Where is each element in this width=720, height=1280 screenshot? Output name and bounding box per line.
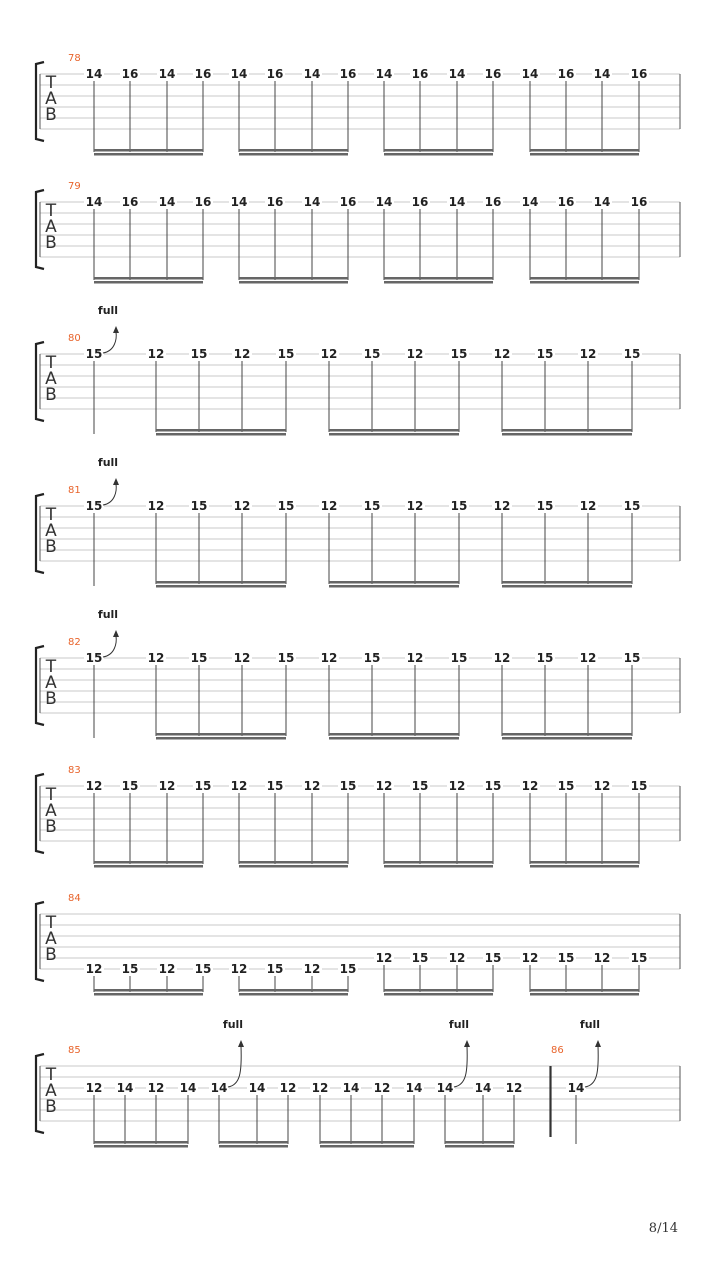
tab-clef-letter: B [45, 105, 57, 125]
fret-number: 14 [474, 1081, 492, 1095]
fret-number: 14 [85, 195, 103, 209]
beam [445, 1141, 514, 1144]
beam [94, 277, 203, 280]
fret-number: 15 [623, 651, 641, 665]
fret-number: 15 [121, 962, 139, 976]
measure-number: 83 [68, 765, 81, 776]
fret-number: 12 [303, 962, 321, 976]
beam [384, 993, 493, 996]
beam [530, 149, 639, 152]
fret-number: 12 [85, 1081, 103, 1095]
fret-number: 14 [521, 195, 539, 209]
fret-number: 12 [521, 779, 539, 793]
beam [502, 429, 632, 432]
fret-number: 12 [493, 347, 511, 361]
beam [156, 581, 286, 584]
measure-number: 80 [68, 333, 81, 344]
fret-number: 16 [484, 67, 502, 81]
tab-clef-letter: T [45, 353, 57, 373]
bend-label: full [97, 608, 119, 621]
fret-number: 16 [630, 195, 648, 209]
beam [94, 1141, 188, 1144]
fret-number: 15 [190, 499, 208, 513]
measure-number: 81 [68, 485, 81, 496]
fret-number: 16 [121, 195, 139, 209]
fret-number: 12 [230, 779, 248, 793]
tab-clef-letter: B [45, 537, 57, 557]
fret-number: 15 [484, 951, 502, 965]
fret-number: 15 [121, 779, 139, 793]
beam [94, 993, 203, 996]
beam [530, 989, 639, 992]
fret-number: 12 [230, 962, 248, 976]
fret-number: 14 [116, 1081, 134, 1095]
tab-clef-letter: A [45, 801, 57, 821]
fret-number: 14 [303, 195, 321, 209]
beam [239, 989, 348, 992]
fret-number: 15 [194, 779, 212, 793]
beam [320, 1145, 414, 1148]
fret-number: 14 [436, 1081, 454, 1095]
fret-number: 15 [277, 499, 295, 513]
beam [239, 153, 348, 156]
fret-number: 15 [85, 499, 103, 513]
tab-system [36, 893, 680, 996]
tab-clef-letter: T [45, 201, 57, 221]
tab-clef-letter: B [45, 1097, 57, 1117]
beam [445, 1145, 514, 1148]
fret-number: 12 [375, 951, 393, 965]
tab-clef-letter: B [45, 817, 57, 837]
bend-label: full [448, 1018, 470, 1031]
fret-number: 12 [579, 651, 597, 665]
fret-number: 12 [579, 347, 597, 361]
fret-number: 12 [406, 347, 424, 361]
beam [530, 281, 639, 284]
beam [530, 153, 639, 156]
beam [156, 733, 286, 736]
beam [384, 149, 493, 152]
beam [530, 861, 639, 864]
fret-number: 15 [536, 347, 554, 361]
fret-number: 16 [557, 195, 575, 209]
tab-clef-letter: A [45, 673, 57, 693]
fret-number: 12 [505, 1081, 523, 1095]
fret-number: 12 [593, 779, 611, 793]
bend-arrowhead [595, 1040, 601, 1047]
fret-number: 16 [339, 195, 357, 209]
beam [239, 861, 348, 864]
fret-number: 15 [190, 347, 208, 361]
fret-number: 12 [147, 651, 165, 665]
fret-number: 14 [448, 195, 466, 209]
fret-number: 12 [158, 779, 176, 793]
tab-system [36, 304, 680, 436]
beam [502, 585, 632, 588]
fret-number: 15 [623, 499, 641, 513]
fret-number: 14 [210, 1081, 228, 1095]
fret-number: 15 [630, 779, 648, 793]
tab-clef-letter: T [45, 657, 57, 677]
fret-number: 15 [266, 962, 284, 976]
fret-number: 16 [484, 195, 502, 209]
tab-clef-letter: A [45, 369, 57, 389]
fret-number: 12 [448, 779, 466, 793]
beam [156, 429, 286, 432]
measure-number: 82 [68, 637, 81, 648]
tab-system [36, 765, 680, 868]
beam [384, 277, 493, 280]
fret-number: 14 [567, 1081, 585, 1095]
fret-number: 14 [85, 67, 103, 81]
fret-number: 14 [593, 195, 611, 209]
tab-clef-letter: T [45, 785, 57, 805]
fret-number: 15 [630, 951, 648, 965]
bend-arrowhead [113, 326, 119, 333]
beam [502, 733, 632, 736]
fret-number: 12 [147, 347, 165, 361]
fret-number: 15 [85, 347, 103, 361]
fret-number: 12 [320, 347, 338, 361]
beam [239, 149, 348, 152]
fret-number: 14 [521, 67, 539, 81]
beam [384, 153, 493, 156]
tab-system [36, 456, 680, 588]
fret-number: 16 [339, 67, 357, 81]
fret-number: 12 [593, 951, 611, 965]
tab-system [36, 608, 680, 740]
bend-arrowhead [464, 1040, 470, 1047]
fret-number: 15 [363, 499, 381, 513]
tab-clef-letter: T [45, 73, 57, 93]
tab-clef-letter: B [45, 945, 57, 965]
fret-number: 12 [521, 951, 539, 965]
page-number: 8/14 [648, 1221, 678, 1236]
fret-number: 15 [363, 347, 381, 361]
beam [329, 433, 459, 436]
beam [530, 277, 639, 280]
measure-number: 78 [68, 53, 81, 64]
fret-number: 15 [557, 779, 575, 793]
beam [530, 993, 639, 996]
fret-number: 16 [194, 67, 212, 81]
beam [320, 1141, 414, 1144]
fret-number: 14 [593, 67, 611, 81]
bend-arrowhead [113, 478, 119, 485]
beam [384, 989, 493, 992]
beam [156, 737, 286, 740]
beam [239, 281, 348, 284]
fret-number: 15 [623, 347, 641, 361]
beam [329, 429, 459, 432]
fret-number: 12 [85, 779, 103, 793]
beam [94, 153, 203, 156]
fret-number: 15 [339, 779, 357, 793]
fret-number: 12 [311, 1081, 329, 1095]
bend-curve [103, 332, 116, 353]
tab-clef-letter: B [45, 689, 57, 709]
fret-number: 12 [147, 1081, 165, 1095]
bend-label: full [222, 1018, 244, 1031]
beam [94, 989, 203, 992]
fret-number: 15 [266, 779, 284, 793]
fret-number: 15 [85, 651, 103, 665]
fret-number: 12 [448, 951, 466, 965]
beam [502, 581, 632, 584]
beam [530, 865, 639, 868]
measure-number: 79 [68, 181, 81, 192]
beam [384, 865, 493, 868]
beam [239, 865, 348, 868]
fret-number: 15 [277, 347, 295, 361]
measure-number: 85 [68, 1045, 81, 1056]
beam [94, 281, 203, 284]
fret-number: 15 [557, 951, 575, 965]
fret-number: 15 [411, 779, 429, 793]
fret-number: 15 [536, 499, 554, 513]
fret-number: 15 [363, 651, 381, 665]
fret-number: 12 [85, 962, 103, 976]
fret-number: 12 [233, 499, 251, 513]
fret-number: 16 [411, 195, 429, 209]
beam [94, 149, 203, 152]
bend-curve [103, 636, 116, 657]
beam [156, 433, 286, 436]
fret-number: 15 [194, 962, 212, 976]
fret-number: 12 [320, 651, 338, 665]
fret-number: 12 [406, 651, 424, 665]
beam [219, 1145, 288, 1148]
fret-number: 16 [557, 67, 575, 81]
fret-number: 14 [375, 67, 393, 81]
beam [219, 1141, 288, 1144]
tab-system [36, 181, 680, 284]
fret-number: 16 [194, 195, 212, 209]
fret-number: 15 [277, 651, 295, 665]
beam [329, 581, 459, 584]
beam [239, 277, 348, 280]
fret-number: 12 [406, 499, 424, 513]
bend-curve [103, 484, 116, 505]
fret-number: 14 [158, 67, 176, 81]
fret-number: 15 [484, 779, 502, 793]
tab-clef-letter: T [45, 913, 57, 933]
fret-number: 16 [266, 195, 284, 209]
tab-system [36, 1018, 680, 1148]
fret-number: 14 [230, 195, 248, 209]
fret-number: 14 [303, 67, 321, 81]
tab-clef-letter: A [45, 89, 57, 109]
tab-clef-letter: A [45, 1081, 57, 1101]
tab-clef-letter: B [45, 233, 57, 253]
fret-number: 12 [320, 499, 338, 513]
bend-label: full [579, 1018, 601, 1031]
fret-number: 16 [630, 67, 648, 81]
fret-number: 14 [448, 67, 466, 81]
fret-number: 12 [373, 1081, 391, 1095]
fret-number: 14 [179, 1081, 197, 1095]
bend-arrowhead [113, 630, 119, 637]
tab-clef-letter: T [45, 1065, 57, 1085]
beam [329, 737, 459, 740]
fret-number: 12 [147, 499, 165, 513]
fret-number: 12 [233, 347, 251, 361]
fret-number: 12 [493, 651, 511, 665]
beam [156, 585, 286, 588]
fret-number: 16 [411, 67, 429, 81]
fret-number: 12 [579, 499, 597, 513]
fret-number: 14 [342, 1081, 360, 1095]
fret-number: 16 [121, 67, 139, 81]
beam [329, 733, 459, 736]
fret-number: 15 [536, 651, 554, 665]
tab-clef-letter: A [45, 929, 57, 949]
fret-number: 15 [450, 499, 468, 513]
fret-number: 14 [405, 1081, 423, 1095]
measure-number: 84 [68, 893, 81, 904]
fret-number: 12 [303, 779, 321, 793]
fret-number: 14 [230, 67, 248, 81]
tab-clef-letter: B [45, 385, 57, 405]
fret-number: 12 [493, 499, 511, 513]
fret-number: 14 [375, 195, 393, 209]
beam [502, 737, 632, 740]
fret-number: 15 [450, 347, 468, 361]
beam [239, 993, 348, 996]
tab-system [36, 53, 680, 156]
tab-clef-letter: A [45, 521, 57, 541]
measure-number: 86 [551, 1045, 564, 1056]
fret-number: 12 [233, 651, 251, 665]
beam [94, 1145, 188, 1148]
beam [502, 433, 632, 436]
fret-number: 14 [158, 195, 176, 209]
beam [329, 585, 459, 588]
fret-number: 15 [339, 962, 357, 976]
fret-number: 14 [248, 1081, 266, 1095]
tab-clef-letter: T [45, 505, 57, 525]
fret-number: 15 [411, 951, 429, 965]
bend-label: full [97, 456, 119, 469]
fret-number: 15 [190, 651, 208, 665]
fret-number: 12 [375, 779, 393, 793]
tab-clef-letter: A [45, 217, 57, 237]
fret-number: 15 [450, 651, 468, 665]
beam [384, 861, 493, 864]
beam [384, 281, 493, 284]
beam [94, 865, 203, 868]
beam [94, 861, 203, 864]
fret-number: 12 [279, 1081, 297, 1095]
fret-number: 16 [266, 67, 284, 81]
bend-label: full [97, 304, 119, 317]
fret-number: 12 [158, 962, 176, 976]
bend-arrowhead [238, 1040, 244, 1047]
